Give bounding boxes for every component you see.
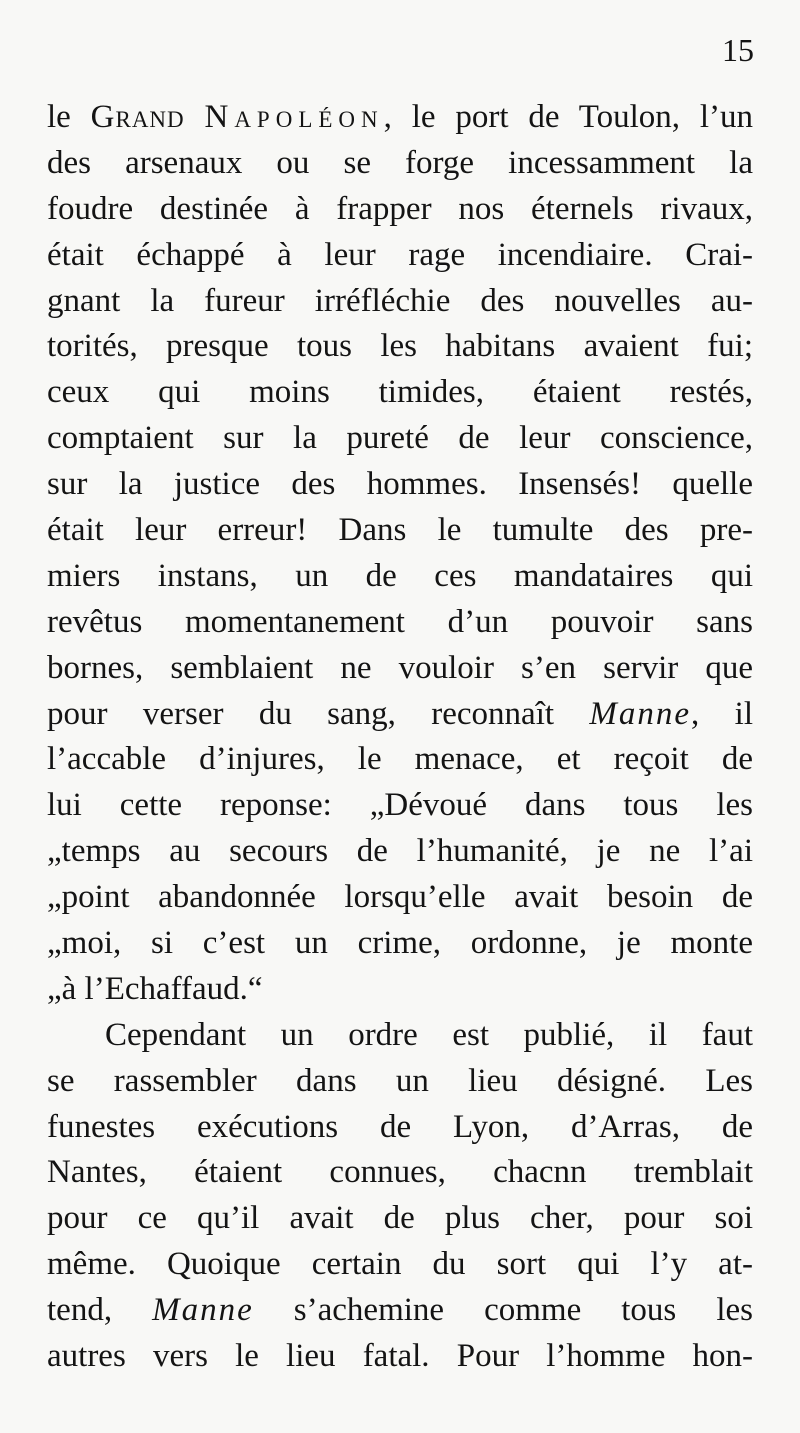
text-line: ceux qui moins timides, étaient restés, bbox=[47, 374, 753, 411]
text-line: Cependant un ordre est publié, il faut bbox=[105, 1016, 753, 1053]
text-line bbox=[47, 1288, 753, 1334]
text-run: s’achemine comme tous les bbox=[253, 1292, 753, 1329]
text-line: Nantes, étaient connues, chacnn tremblait bbox=[47, 1154, 753, 1191]
page-number: 15 bbox=[722, 32, 754, 68]
italic-name: Manne bbox=[589, 695, 692, 732]
text-line: même. Quoique certain du sort qui l’y at- bbox=[47, 1246, 753, 1283]
body-text bbox=[47, 95, 753, 1380]
text-line: funestes exécutions de Lyon, d’Arras, de bbox=[47, 1108, 753, 1145]
text-line: torités, presque tous les habitans avaient fui; bbox=[47, 328, 753, 365]
text-line: pour ce qu’il avait de plus cher, pour soi bbox=[47, 1200, 753, 1237]
text-line: „point abandonnée lorsqu’elle avait besoin de bbox=[47, 879, 753, 916]
text-line: des arsenaux ou se forge incessamment la bbox=[47, 144, 753, 181]
text-line: foudre destinée à frapper nos éternels rivaux, bbox=[47, 190, 753, 227]
text-line: „temps au secours de l’humanité, je ne l’ai bbox=[47, 833, 753, 870]
text-line: „moi, si c’est un crime, ordonne, je monte bbox=[47, 925, 753, 962]
small-caps-name: Napoléon bbox=[204, 99, 384, 135]
text-line: bornes, semblaient ne vouloir s’en servir que bbox=[47, 649, 753, 686]
text-run: , le port de Toulon, l’un bbox=[383, 99, 753, 135]
text-run: le bbox=[47, 99, 91, 135]
text-line: l’accable d’injures, le menace, et reçoit de bbox=[47, 741, 753, 778]
text-line: miers instans, un de ces mandataires qui bbox=[47, 557, 753, 594]
text-line: était leur erreur! Dans le tumulte des pre- bbox=[47, 512, 753, 549]
text-line: „à l’Echaffaud.“ bbox=[47, 970, 263, 1007]
text-line: sur la justice des hommes. Insensés! quelle bbox=[47, 466, 753, 503]
text-run bbox=[185, 99, 205, 135]
text-run: pour verser du sang, reconnaît bbox=[47, 695, 590, 732]
text-line: autres vers le lieu fatal. Pour l’homme hon- bbox=[47, 1338, 753, 1375]
text-line bbox=[47, 95, 753, 141]
text-line bbox=[47, 692, 753, 738]
text-line: lui cette reponse: „Dévoué dans tous les bbox=[47, 787, 753, 824]
text-run: tend, bbox=[47, 1292, 153, 1329]
small-caps-name: Grand bbox=[90, 99, 185, 135]
text-line: était échappé à leur rage incendiaire. Crai- bbox=[47, 236, 753, 273]
text-line: se rassembler dans un lieu désigné. Les bbox=[47, 1062, 753, 1099]
text-line: gnant la fureur irréfléchie des nouvelles au- bbox=[47, 282, 753, 319]
text-line: revêtus momentanement d’un pouvoir sans bbox=[47, 603, 753, 640]
text-run: , il bbox=[691, 695, 753, 732]
text-line: comptaient sur la pureté de leur conscience, bbox=[47, 420, 753, 457]
italic-name: Manne bbox=[152, 1292, 254, 1329]
